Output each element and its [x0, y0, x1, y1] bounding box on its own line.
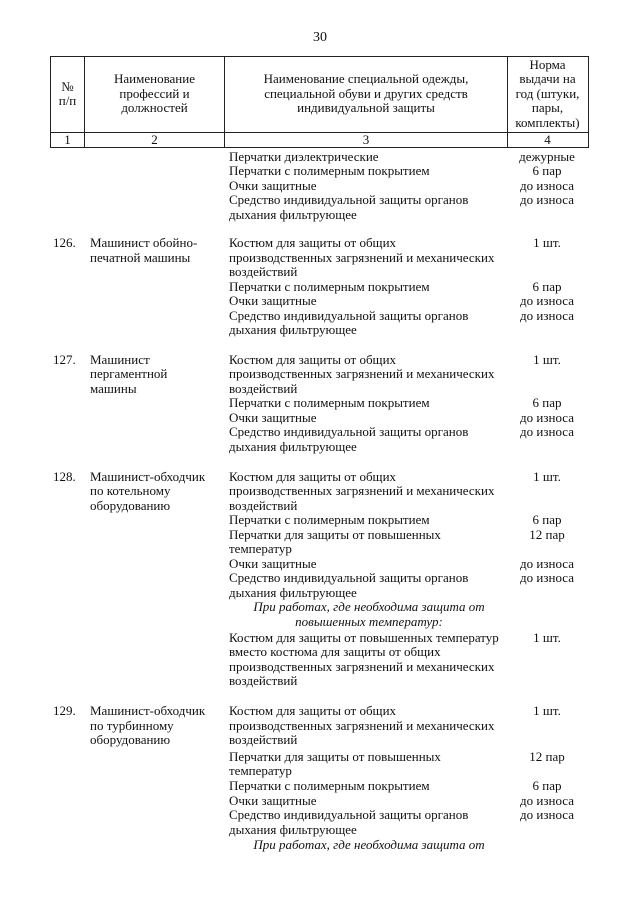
- equipment-item: Перчатки с полимерным покрытием: [229, 163, 430, 178]
- issue-norm: 1 шт.: [533, 703, 561, 718]
- issue-norm: до износа: [520, 178, 574, 193]
- equipment-item: воздействий: [229, 732, 298, 747]
- profession-name: по котельному: [90, 483, 171, 498]
- equipment-item: Средство индивидуальной защиты органов: [229, 308, 469, 323]
- profession-name: печатной машины: [90, 250, 191, 265]
- profession-name: Машинист-обходчик: [90, 469, 206, 484]
- equipment-item: температур: [229, 763, 292, 778]
- issue-norm: 12 пар: [529, 749, 565, 764]
- equipment-item: Костюм для защиты от повышенных температур: [229, 630, 499, 645]
- equipment-item: Средство индивидуальной защиты органов: [229, 192, 469, 207]
- profession-name: машины: [90, 381, 137, 396]
- condition-note: повышенных температур:: [295, 614, 443, 629]
- equipment-item: Перчатки диэлектрические: [229, 149, 379, 164]
- equipment-item: дыхания фильтрующее: [229, 207, 357, 222]
- issue-norm: 6 пар: [532, 512, 562, 527]
- equipment-item: производственных загрязнений и механических: [229, 366, 495, 381]
- equipment-item: Средство индивидуальной защиты органов: [229, 807, 469, 822]
- equipment-item: Очки защитные: [229, 410, 317, 425]
- issue-norm: до износа: [520, 793, 574, 808]
- profession-name: по турбинному: [90, 718, 174, 733]
- equipment-item: дыхания фильтрующее: [229, 322, 357, 337]
- profession-name: Машинист-обходчик: [90, 703, 206, 718]
- equipment-item: воздействий: [229, 381, 298, 396]
- equipment-item: температур: [229, 541, 292, 556]
- equipment-item: Костюм для защиты от общих: [229, 235, 397, 250]
- issue-norm: 12 пар: [529, 527, 565, 542]
- profession-name: Машинист обойно-: [90, 235, 198, 250]
- equipment-item: Костюм для защиты от общих: [229, 352, 397, 367]
- issue-norm: до износа: [520, 308, 574, 323]
- equipment-item: Костюм для защиты от общих: [229, 469, 397, 484]
- header-col-norm: Норма выдачи на год (штуки, пары, комплекты): [515, 56, 580, 130]
- issue-norm: 1 шт.: [533, 630, 561, 645]
- profession-name: оборудованию: [90, 498, 171, 513]
- page-number: 30: [313, 30, 327, 45]
- equipment-item: Очки защитные: [229, 793, 317, 808]
- equipment-item: Перчатки с полимерным покрытием: [229, 778, 430, 793]
- row-number: 127.: [53, 352, 76, 367]
- column-number: 3: [362, 132, 370, 147]
- equipment-item: Очки защитные: [229, 178, 317, 193]
- issue-norm: 1 шт.: [533, 352, 561, 367]
- row-number: 129.: [53, 703, 76, 718]
- issue-norm: до износа: [520, 807, 574, 822]
- header-col-number: № п/п: [58, 78, 77, 108]
- equipment-item: воздействий: [229, 264, 298, 279]
- row-number: 126.: [53, 235, 76, 250]
- issue-norm: 1 шт.: [533, 469, 561, 484]
- issue-norm: 6 пар: [532, 279, 562, 294]
- row-number: 128.: [53, 469, 76, 484]
- equipment-item: воздействий: [229, 673, 298, 688]
- equipment-item: производственных загрязнений и механических: [229, 718, 495, 733]
- equipment-item: Костюм для защиты от общих: [229, 703, 397, 718]
- profession-name: оборудованию: [90, 732, 171, 747]
- header-col-profession: Наименование профессий и должностей: [114, 71, 195, 116]
- equipment-item: производственных загрязнений и механических: [229, 250, 495, 265]
- header-col-equipment: Наименование специальной одежды, специальной обуви и других средств индивидуальной защиты: [263, 71, 469, 116]
- equipment-item: Перчатки с полимерным покрытием: [229, 395, 430, 410]
- equipment-item: воздействий: [229, 498, 298, 513]
- issue-norm: до износа: [520, 570, 574, 585]
- equipment-item: производственных загрязнений и механических: [229, 483, 495, 498]
- issue-norm: 6 пар: [532, 163, 562, 178]
- column-number: 1: [64, 132, 71, 147]
- condition-note: При работах, где необходима защита от: [253, 599, 485, 614]
- equipment-item: Очки защитные: [229, 293, 317, 308]
- equipment-item: Средство индивидуальной защиты органов: [229, 424, 469, 439]
- equipment-item: Перчатки для защиты от повышенных: [229, 527, 441, 542]
- issue-norm: 1 шт.: [533, 235, 561, 250]
- equipment-item: вместо костюма для защиты от общих: [229, 644, 441, 659]
- column-number: 2: [151, 132, 158, 147]
- profession-name: Машинист: [90, 352, 150, 367]
- equipment-item: дыхания фильтрующее: [229, 585, 357, 600]
- equipment-item: Перчатки с полимерным покрытием: [229, 512, 430, 527]
- equipment-item: дыхания фильтрующее: [229, 822, 357, 837]
- profession-name: пергаментной: [90, 366, 168, 381]
- column-number: 4: [544, 132, 551, 147]
- equipment-item: Очки защитные: [229, 556, 317, 571]
- issue-norm: дежурные: [519, 149, 575, 164]
- issue-norm: до износа: [520, 424, 574, 439]
- issue-norm: до износа: [520, 556, 574, 571]
- issue-norm: 6 пар: [532, 778, 562, 793]
- issue-norm: 6 пар: [532, 395, 562, 410]
- equipment-item: Перчатки с полимерным покрытием: [229, 279, 430, 294]
- issue-norm: до износа: [520, 410, 574, 425]
- issue-norm: до износа: [520, 293, 574, 308]
- equipment-item: Перчатки для защиты от повышенных: [229, 749, 441, 764]
- condition-note: При работах, где необходима защита от: [253, 837, 485, 852]
- issue-norm: до износа: [520, 192, 574, 207]
- equipment-item: Средство индивидуальной защиты органов: [229, 570, 469, 585]
- equipment-item: дыхания фильтрующее: [229, 439, 357, 454]
- equipment-item: производственных загрязнений и механических: [229, 659, 495, 674]
